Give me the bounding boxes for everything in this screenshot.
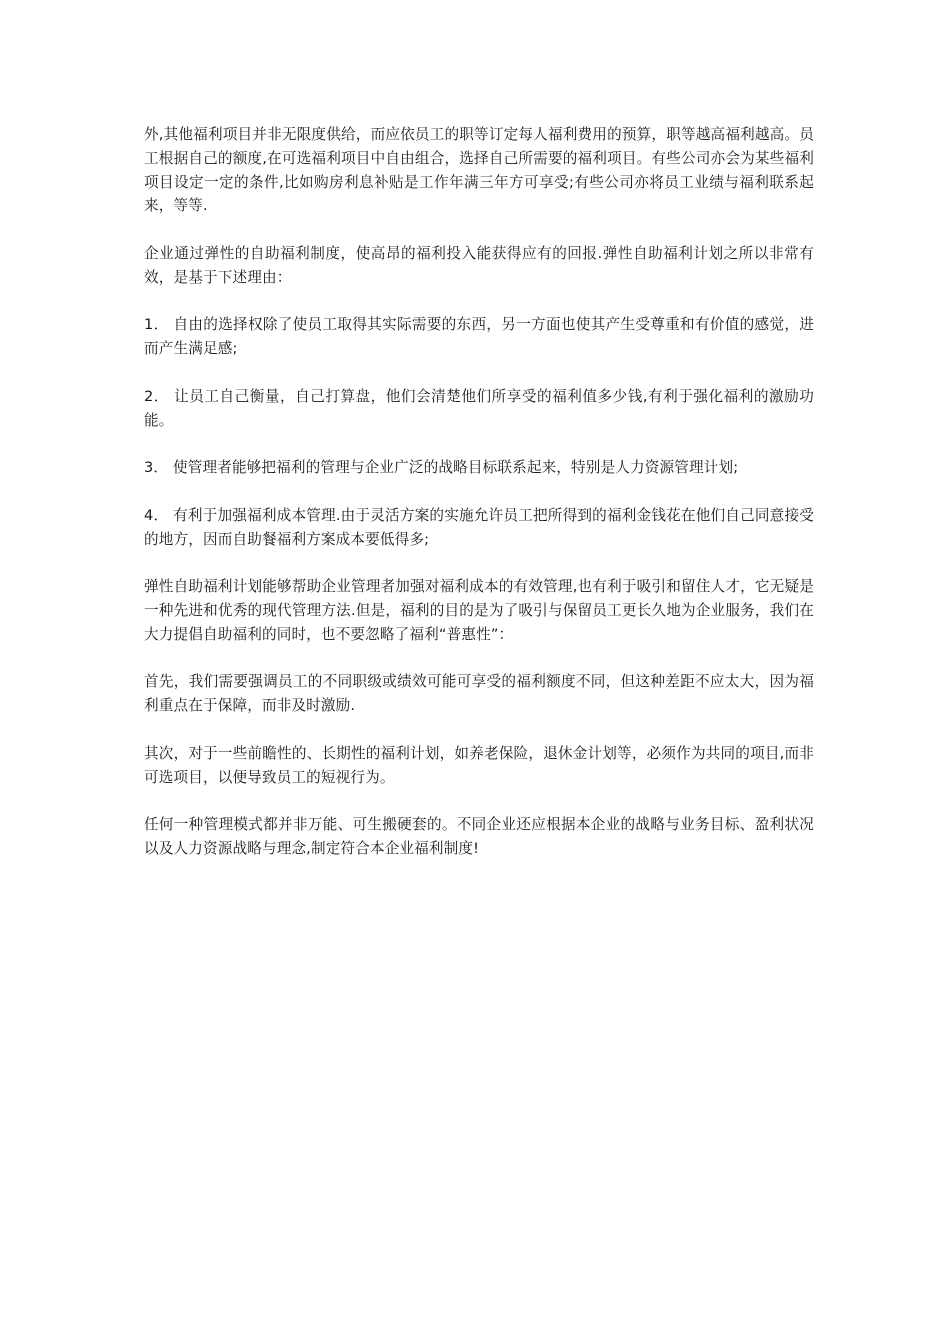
list-item-reason-1: 1． 自由的选择权除了使员工取得其实际需要的东西，另一方面也使其产生受尊重和有价值的感觉，进而产生满足感; — [144, 316, 814, 358]
paragraph-first: 首先，我们需要强调员工的不同职级或绩效可能可享受的福利额度不同，但这种差距不应太大，因为福利重点在于保障，而非及时激励. — [144, 673, 814, 715]
list-item-reason-4: 4． 有利于加强福利成本管理.由于灵活方案的实施允许员工把所得到的福利金钱花在他们自己同意接受的地方，因而自助餐福利方案成本要低得多; — [144, 506, 814, 548]
paragraph-universality: 弹性自助福利计划能够帮助企业管理者加强对福利成本的有效管理,也有利于吸引和留住人才，它无疑是一种先进和优秀的现代管理方法.但是，福利的目的是为了吸引与保留员工更长久地为企业服务，我们在大力提倡自助福利的同时，也不要忽略了福利“普惠性”： — [144, 578, 814, 643]
list-item-reason-2: 2． 让员工自己衡量，自己打算盘，他们会清楚他们所享受的福利值多少钱,有利于强化福利的激励功能。 — [144, 387, 814, 429]
list-item-reason-3: 3． 使管理者能够把福利的管理与企业广泛的战略目标联系起来，特别是人力资源管理计划; — [144, 459, 739, 477]
paragraph-second: 其次，对于一些前瞻性的、长期性的福利计划，如养老保险，退休金计划等，必须作为共同的项目,而非可选项目，以便导致员工的短视行为。 — [144, 744, 814, 786]
paragraph-flexible-benefits: 企业通过弹性的自助福利制度，使高昂的福利投入能获得应有的回报.弹性自助福利计划之所以非常有效，是基于下述理由： — [144, 244, 814, 286]
paragraph-intro-continuation: 外,其他福利项目并非无限度供给，而应依员工的职等订定每人福利费用的预算，职等越高福利越高。员工根据自己的额度,在可选福利项目中自由组合，选择自己所需要的福利项目。有些公司亦会为某些福利项目设定一定的条件,比如购房利息补贴是工作年满三年方可享受;有些公司亦将员工业绩与福利联系起来，等等. — [144, 126, 814, 215]
paragraph-conclusion: 任何一种管理模式都并非万能、可生搬硬套的。不同企业还应根据本企业的战略与业务目标、盈利状况以及人力资源战略与理念,制定符合本企业福利制度! — [144, 816, 814, 857]
document-body — [144, 123, 814, 885]
